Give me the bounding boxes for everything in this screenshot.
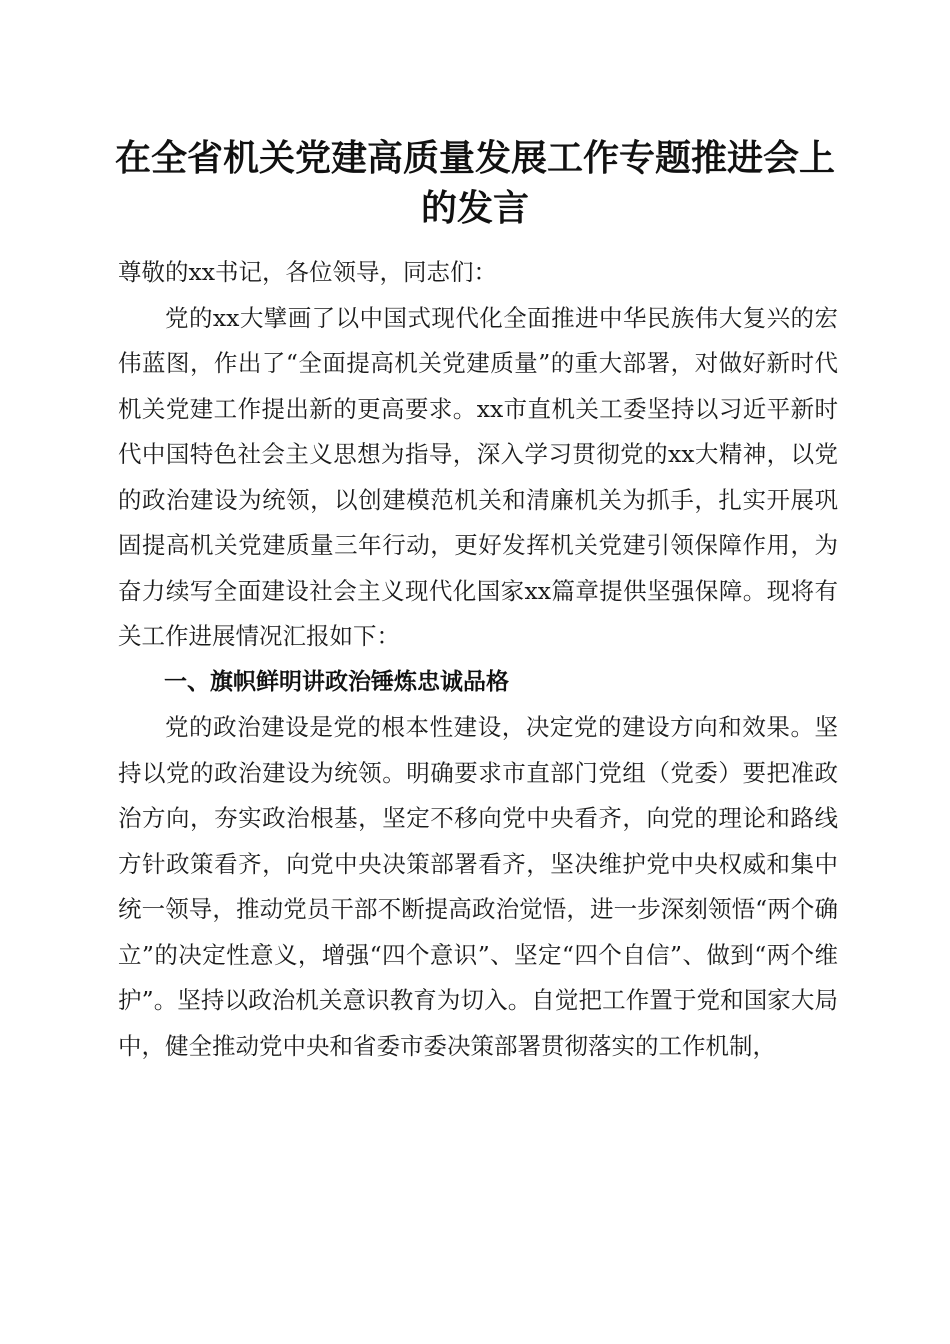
title-line-1: 在全省机关党建高质量发展工作专题推进会上 [114,137,835,179]
section-heading-1: 一、旗帜鲜明讲政治锤炼忠诚品格 [164,668,509,695]
title-line-2: 的发言 [420,187,529,229]
document-body [118,250,838,1069]
document-title [100,133,850,233]
paragraph-intro: 党的xx大擘画了以中国式现代化全面推进中华民族伟大复兴的宏伟蓝图，作出了“全面提高机关党建质量”的重大部署，对做好新时代机关党建工作提出新的更高要求。xx市直机关工委坚持以习近平新时代中国特色社会主义思想为指导，深入学习贯彻党的xx大精神，以党的政治建设为统领，以创建模范机关和清廉机关为抓手，扎实开展巩固提高机关党建质量三年行动，更好发挥机关党建引领保障作用，为奋力续写全面建设社会主义现代化国家xx篇章提供坚强保障。现将有关工作进展情况汇报如下： [118,303,838,650]
salutation: 尊敬的xx书记，各位领导，同志们： [118,258,498,286]
paragraph-section-1: 党的政治建设是党的根本性建设，决定党的建设方向和效果。坚持以党的政治建设为统领。明确要求市直部门党组（党委）要把准政治方向，夯实政治根基，坚定不移向党中央看齐，向党的理论和路线方针政策看齐，向党中央决策部署看齐，坚决维护党中央权威和集中统一领导，推动党员干部不断提高政治觉悟，进一步深刻领悟“两个确立”的决定性意义，增强“四个意识”、坚定“四个自信”、做到“两个维护”。坚持以政治机关意识教育为切入。自觉把工作置于党和国家大局中，健全推动党中央和省委市委决策部署贯彻落实的工作机制， [118,713,838,1060]
